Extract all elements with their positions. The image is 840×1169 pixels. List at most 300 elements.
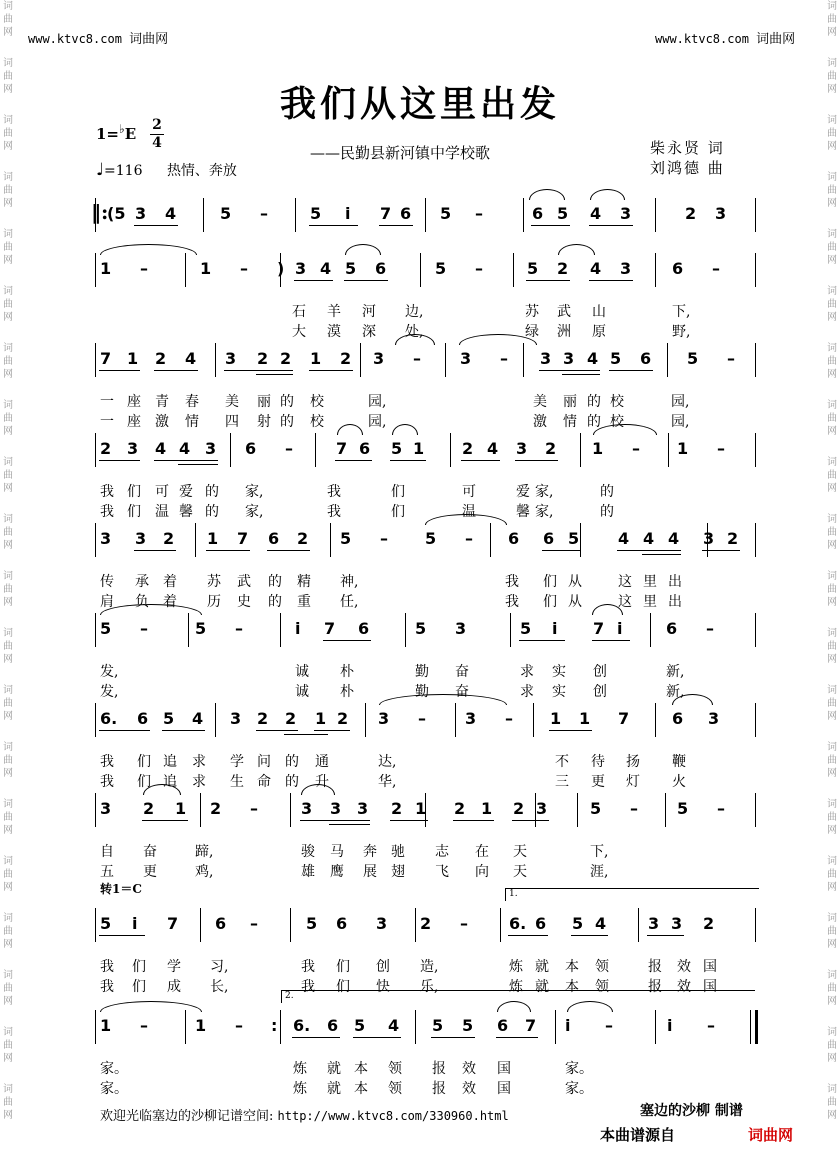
note: 6 — [672, 709, 684, 728]
lyric-syllable: 效 — [462, 1081, 476, 1097]
barline — [95, 793, 96, 827]
barline — [580, 523, 581, 557]
lyric-syllable: 们 — [391, 504, 405, 520]
lyric-syllable: 大 — [292, 324, 306, 340]
lyric-syllable: 在 — [475, 844, 489, 860]
beam-underline — [329, 824, 370, 825]
beam-underline — [562, 374, 600, 375]
note: 6. — [509, 914, 527, 933]
dash: – — [727, 349, 735, 368]
note: 4 — [487, 439, 499, 458]
watermark-left — [0, 0, 16, 1169]
note: 3 — [540, 349, 552, 368]
beam-underline — [99, 730, 150, 731]
watermark-glyphs: 词 曲 网 — [3, 286, 13, 323]
lyric-syllable: 我 — [301, 979, 315, 995]
dash: – — [140, 259, 148, 278]
lyric-syllable: 的 — [205, 504, 219, 520]
beam-underline — [256, 730, 298, 731]
barline — [295, 198, 296, 232]
lyric-syllable: 我 — [100, 959, 114, 975]
note: 3 — [516, 439, 528, 458]
watermark-glyphs: 词 曲 网 — [827, 799, 837, 836]
song-title: 我们从这里出发 — [279, 83, 560, 125]
note: 3 — [708, 709, 720, 728]
note: 3 — [135, 529, 147, 548]
note: 3 — [460, 349, 472, 368]
watermark-glyphs: 词 曲 网 — [827, 1084, 837, 1121]
note: 3 — [330, 799, 342, 818]
tie-slur — [590, 189, 625, 200]
watermark-glyphs: 词 曲 网 — [3, 1084, 13, 1121]
watermark-glyphs: 词 曲 网 — [827, 115, 837, 152]
watermark-glyphs: 词 曲 网 — [3, 343, 13, 380]
lyric-syllable: 神, — [340, 574, 359, 590]
beam-underline — [519, 640, 565, 641]
lyric-syllable: 本 — [565, 959, 579, 975]
note: 5 — [572, 914, 584, 933]
barline — [655, 1010, 656, 1044]
dash: – — [717, 799, 725, 818]
barline — [668, 433, 669, 467]
barline — [315, 433, 316, 467]
beam-underline — [134, 225, 178, 226]
dash: – — [706, 619, 714, 638]
note: 1 — [200, 259, 212, 278]
lyric-syllable: 驰 — [391, 844, 405, 860]
lyric-syllable: 们 — [137, 754, 151, 770]
staff-system-2 — [95, 253, 755, 287]
lyric-syllable: 边, — [405, 304, 424, 320]
lyric-syllable: 石 — [292, 304, 306, 320]
note: 4 — [165, 204, 177, 223]
barline — [555, 1010, 556, 1044]
barline — [533, 703, 534, 737]
beam-underline — [515, 460, 558, 461]
lyric-syllable: 我 — [505, 574, 519, 590]
tie-slur — [345, 244, 381, 255]
barline — [510, 613, 511, 647]
lyric-syllable: 苏 — [207, 574, 221, 590]
note: 1 — [175, 799, 187, 818]
barline — [523, 343, 524, 377]
dash: – — [460, 914, 468, 933]
note: 2 — [340, 349, 352, 368]
barline — [415, 1010, 416, 1044]
note: 3 — [225, 349, 237, 368]
lyric-syllable: 园, — [368, 414, 387, 430]
lyric-syllable: 志 — [435, 844, 449, 860]
dash: – — [465, 529, 473, 548]
lyric-syllable: 鸡, — [195, 864, 214, 880]
lyric-syllable: 待 — [591, 754, 605, 770]
lyric-syllable: 座 — [127, 414, 141, 430]
watermark-glyphs: 词 曲 网 — [827, 571, 837, 608]
note: 5 — [520, 619, 532, 638]
lyric-syllable: 的 — [587, 394, 601, 410]
note: 5 — [220, 204, 232, 223]
staff-system-5 — [95, 523, 755, 557]
note: 7 — [618, 709, 630, 728]
note: 6 — [543, 529, 555, 548]
barline — [185, 1010, 186, 1044]
note: i — [552, 619, 558, 638]
barline — [425, 198, 426, 232]
note: 7 — [324, 619, 336, 638]
note: 5 — [163, 709, 175, 728]
lyric-syllable: 的 — [280, 414, 294, 430]
lyric-syllable: 们 — [137, 774, 151, 790]
lyric-syllable: 我 — [301, 959, 315, 975]
barline — [655, 703, 656, 737]
note: 1 — [207, 529, 219, 548]
barline — [755, 908, 756, 942]
note: 6 — [215, 914, 227, 933]
lyric-syllable: 奋 — [143, 844, 157, 860]
lyric-syllable: 家, — [245, 504, 264, 520]
barline — [215, 343, 216, 377]
watermark-glyphs: 词 曲 网 — [827, 343, 837, 380]
note: 6 — [375, 259, 387, 278]
note: 1 — [550, 709, 562, 728]
note: 6. — [293, 1016, 311, 1035]
beam-underline — [323, 640, 371, 641]
lyric-syllable: 乐, — [420, 979, 439, 995]
lyric-syllable: 效 — [677, 959, 691, 975]
lyric-syllable: 历 — [207, 594, 221, 610]
watermark-glyphs: 词 曲 网 — [3, 58, 13, 95]
lyric-syllable: 家。 — [100, 1061, 128, 1077]
lyric-syllable: 着 — [163, 574, 177, 590]
note: 4 — [595, 914, 607, 933]
lyric-syllable: 可 — [462, 484, 476, 500]
lyric-syllable: 们 — [127, 484, 141, 500]
staff-system-7 — [95, 703, 755, 737]
beam-underline — [702, 550, 740, 551]
lyric-syllable: 们 — [391, 484, 405, 500]
barline — [95, 703, 96, 737]
watermark-glyphs: 词 曲 网 — [827, 970, 837, 1007]
lyric-syllable: 的 — [600, 504, 614, 520]
lyric-syllable: 勤 — [415, 664, 429, 680]
beam-underline — [642, 554, 681, 555]
dash: – — [712, 259, 720, 278]
lyric-syllable: 更 — [591, 774, 605, 790]
lyric-syllable: 新, — [666, 664, 685, 680]
lyric-syllable: 发, — [100, 664, 119, 680]
note: 4 — [320, 259, 332, 278]
lyric-syllable: 鞭 — [672, 754, 686, 770]
lyric-syllable: 史 — [237, 594, 251, 610]
lyric-syllable: 领 — [388, 1081, 402, 1097]
footer-url[interactable]: http://www.ktvc8.com/330960.html — [277, 1109, 509, 1123]
note: 6 — [400, 204, 412, 223]
header-site-left[interactable]: 词曲网 — [129, 32, 169, 47]
dash: – — [240, 259, 248, 278]
lyric-syllable: 就 — [535, 979, 549, 995]
lyric-syllable: 这 — [618, 594, 632, 610]
header-url-left[interactable]: www.ktvc8.com — [28, 32, 122, 46]
source-label: 本曲谱源自 — [600, 1126, 676, 1144]
note: 2 — [257, 709, 269, 728]
lyric-syllable: 效 — [677, 979, 691, 995]
lyric-syllable: 报 — [648, 979, 662, 995]
note: 3 — [100, 799, 112, 818]
lyric-syllable: 长, — [210, 979, 229, 995]
note: 4 — [590, 259, 602, 278]
lyric-syllable: 的 — [280, 394, 294, 410]
lyric-syllable: 的 — [205, 484, 219, 500]
beam-underline — [178, 464, 218, 465]
barline — [755, 793, 756, 827]
note: 5 — [440, 204, 452, 223]
lyric-syllable: 出 — [668, 574, 682, 590]
note: (5 — [107, 204, 126, 223]
staff-system-4 — [95, 433, 755, 467]
lyric-syllable: 天 — [513, 844, 527, 860]
tie-slur — [100, 1001, 202, 1012]
lyric-syllable: 可 — [155, 484, 169, 500]
watermark-glyphs: 词 曲 网 — [827, 628, 837, 665]
lyric-syllable: 们 — [127, 504, 141, 520]
lyric-syllable: 追 — [163, 774, 177, 790]
lyric-syllable: 我 — [100, 484, 114, 500]
barline — [415, 908, 416, 942]
lyric-syllable: 三 — [555, 774, 569, 790]
note: 5 — [425, 529, 437, 548]
lyric-syllable: 求 — [520, 664, 534, 680]
lyric-syllable: 们 — [336, 979, 350, 995]
lyric-syllable: 校 — [310, 414, 324, 430]
barline — [445, 343, 446, 377]
barline — [290, 793, 291, 827]
lyric-syllable: 情 — [185, 414, 199, 430]
beam-underline — [508, 935, 548, 936]
note: 5 — [462, 1016, 474, 1035]
lyric-syllable: 问 — [257, 754, 271, 770]
time-signature: 2 4 — [150, 117, 164, 152]
lyric-syllable: 诚 — [295, 684, 309, 700]
lyric-syllable: 领 — [595, 979, 609, 995]
lyric-syllable: 下, — [590, 844, 609, 860]
beam-underline — [224, 370, 293, 371]
key-signature: 1=♭E — [96, 122, 137, 143]
watermark-glyphs: 词 曲 网 — [3, 1, 13, 38]
tie-slur — [100, 244, 197, 255]
note: 4 — [587, 349, 599, 368]
note: i — [667, 1016, 673, 1035]
dash: – — [605, 1016, 613, 1035]
lyric-syllable: 实 — [552, 664, 566, 680]
lyric-syllable: 从 — [568, 574, 582, 590]
barline — [215, 703, 216, 737]
tie-slur — [529, 189, 565, 200]
lyric-syllable: 的 — [600, 484, 614, 500]
lyric-syllable: 新, — [666, 684, 685, 700]
watermark-glyphs: 词 曲 网 — [827, 286, 837, 323]
beam-underline — [431, 1037, 475, 1038]
barline — [650, 613, 651, 647]
beam-underline — [134, 550, 176, 551]
lyric-syllable: 春 — [185, 394, 199, 410]
lyric-syllable: 效 — [462, 1061, 476, 1077]
lyric-syllable: 朴 — [340, 664, 354, 680]
watermark-glyphs: 词 曲 网 — [827, 742, 837, 779]
barline — [365, 703, 366, 737]
note: i — [345, 204, 351, 223]
lyric-syllable: 激 — [533, 414, 547, 430]
note: 5 — [100, 914, 112, 933]
lyric-syllable: 翅 — [391, 864, 405, 880]
lyric-syllable: 通 — [315, 754, 329, 770]
lyric-syllable: 园, — [671, 414, 690, 430]
lyric-syllable: 骏 — [301, 844, 315, 860]
lyric-syllable: 校 — [610, 394, 624, 410]
beam-underline — [344, 280, 388, 281]
lyric-syllable: 造, — [420, 959, 439, 975]
lyric-syllable: 炼 — [293, 1061, 307, 1077]
lyric-syllable: 园, — [368, 394, 387, 410]
tie-slur — [301, 784, 335, 795]
note: 5 — [310, 204, 322, 223]
tie-slur — [425, 514, 507, 525]
lyric-syllable: 精 — [297, 574, 311, 590]
note: 6 — [137, 709, 149, 728]
dash: – — [260, 204, 268, 223]
tie-slur — [337, 424, 363, 435]
note: 2 — [285, 709, 297, 728]
header-url-right[interactable]: www.ktvc8.com — [655, 32, 749, 46]
beam-underline — [379, 225, 413, 226]
beam-underline — [592, 640, 630, 641]
note: 2 — [420, 914, 432, 933]
lyric-syllable: 更 — [143, 864, 157, 880]
note: 2 — [545, 439, 557, 458]
barline — [95, 343, 96, 377]
lyric-syllable: 丽 — [257, 394, 271, 410]
lyric-syllable: 重 — [297, 594, 311, 610]
watermark-glyphs: 词 曲 网 — [3, 970, 13, 1007]
note: 3 — [295, 259, 307, 278]
lyric-syllable: 爱 — [179, 484, 193, 500]
dash: – — [413, 349, 421, 368]
lyric-syllable: 本 — [354, 1061, 368, 1077]
lyric-syllable: 报 — [648, 959, 662, 975]
note: 1 — [310, 349, 322, 368]
lyric-syllable: 们 — [543, 594, 557, 610]
barline — [755, 198, 756, 232]
lyric-syllable: 五 — [100, 864, 114, 880]
note: 5 — [527, 259, 539, 278]
note: 7 — [237, 529, 249, 548]
note: 3 — [671, 914, 683, 933]
note: 6 — [640, 349, 652, 368]
note: 4 — [388, 1016, 400, 1035]
note: 5 — [610, 349, 622, 368]
note: 2 — [297, 529, 309, 548]
note: 5 — [568, 529, 580, 548]
note: 2 — [337, 709, 349, 728]
beam-underline — [461, 460, 500, 461]
watermark-glyphs: 词 曲 网 — [3, 400, 13, 437]
barline — [455, 703, 456, 737]
lyric-syllable: 漠 — [327, 324, 341, 340]
header-site-right[interactable]: 词曲网 — [756, 32, 796, 47]
note: 5 — [677, 799, 689, 818]
dash: – — [475, 204, 483, 223]
beam-underline — [589, 225, 633, 226]
lyric-syllable: 着 — [163, 594, 177, 610]
lyric-syllable: 处, — [405, 324, 424, 340]
lyric-syllable: 的 — [268, 594, 282, 610]
lyric-syllable: 学 — [230, 754, 244, 770]
lyric-syllable: 领 — [595, 959, 609, 975]
note: 3 — [205, 439, 217, 458]
lyric-syllable: 校 — [610, 414, 624, 430]
dash: – — [418, 709, 426, 728]
note: 3 — [378, 709, 390, 728]
lyric-syllable: 一 — [100, 414, 114, 430]
lyric-syllable: 火 — [672, 774, 686, 790]
note: 4 — [590, 204, 602, 223]
note: 2 — [557, 259, 569, 278]
note: 5 — [306, 914, 318, 933]
staff-system-1 — [91, 198, 755, 232]
lyric-syllable: 快 — [376, 979, 390, 995]
note: 6. — [100, 709, 118, 728]
lyric-syllable: 奔 — [363, 844, 377, 860]
lyric-syllable: 承 — [135, 574, 149, 590]
note: 1 — [677, 439, 689, 458]
lyric-syllable: 我 — [100, 504, 114, 520]
lyric-syllable: 爱 — [516, 484, 530, 500]
note: 2 — [143, 799, 155, 818]
lyric-syllable: 们 — [336, 959, 350, 975]
barline — [230, 433, 231, 467]
beam-underline — [309, 370, 353, 371]
lyric-syllable: 我 — [505, 594, 519, 610]
header-left[interactable] — [28, 28, 168, 47]
dash: – — [235, 619, 243, 638]
lyric-syllable: 升 — [315, 774, 329, 790]
lyric-syllable: 洲 — [557, 324, 571, 340]
barline — [755, 253, 756, 287]
lyric-syllable: 山 — [592, 304, 606, 320]
dash: – — [630, 799, 638, 818]
beam-underline — [294, 280, 333, 281]
beam-underline — [142, 820, 188, 821]
note: 5 — [391, 439, 403, 458]
header-right[interactable] — [655, 28, 795, 47]
lyric-syllable: 马 — [330, 844, 344, 860]
lyric-syllable: 河 — [362, 304, 376, 320]
beam-underline — [206, 550, 250, 551]
lyric-syllable: 原 — [592, 324, 606, 340]
beam-underline — [496, 1037, 538, 1038]
modulation-marking: 转1＝C — [100, 882, 142, 896]
barline — [200, 908, 201, 942]
note: 1 — [579, 709, 591, 728]
lyric-syllable: 家, — [245, 484, 264, 500]
lyric-syllable: 国 — [703, 979, 717, 995]
barline — [420, 253, 421, 287]
barline — [580, 433, 581, 467]
source-site-logo[interactable]: 词曲网 — [748, 1126, 794, 1144]
barline — [665, 793, 666, 827]
lyric-syllable: 们 — [543, 574, 557, 590]
dash: – — [235, 1016, 243, 1035]
lyric-syllable: 家。 — [565, 1081, 593, 1097]
